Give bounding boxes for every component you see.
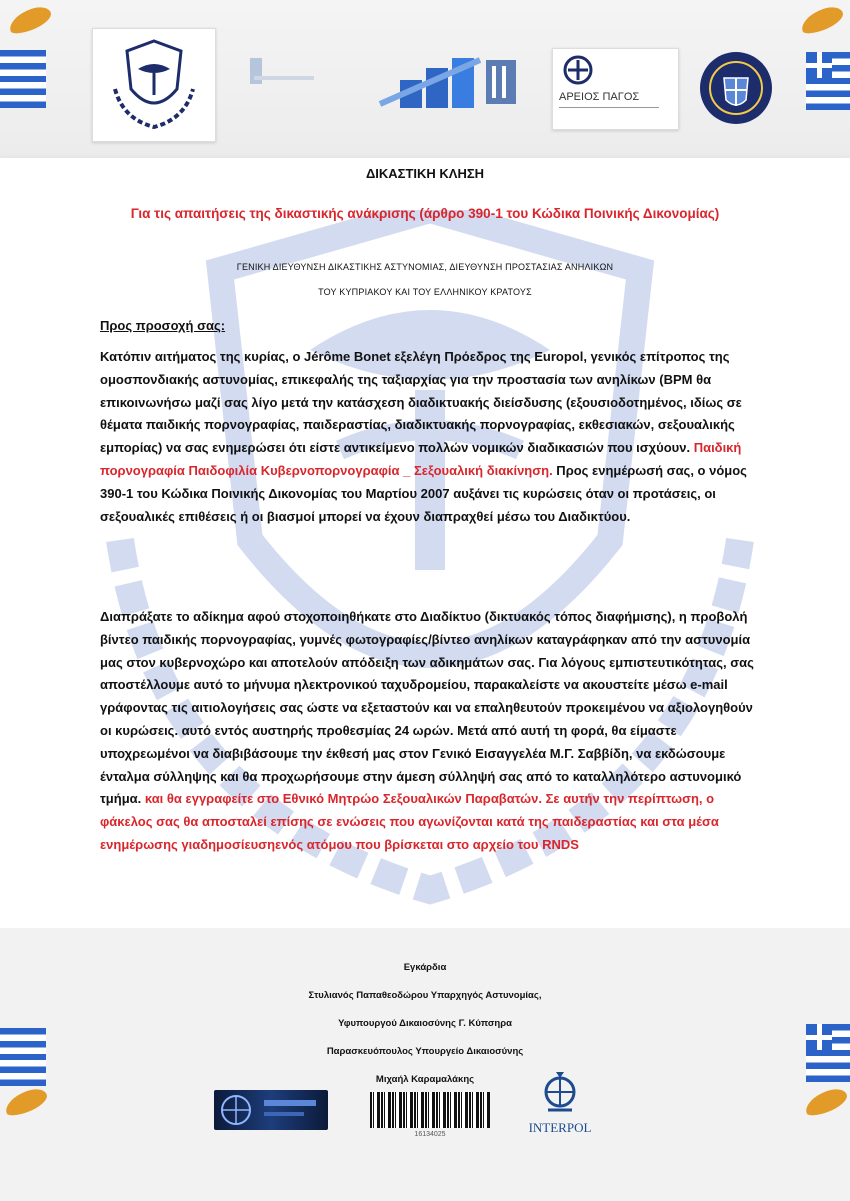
greek-flag-icon xyxy=(806,52,850,110)
paragraph-2-highlight: και θα εγγραφείτε στο Εθνικό Μητρώο Σεξουαλικών Παραβατών. Σε αυτήν την περίπτωση, ο φάκελος σας θα αποσταλεί επίσης σε ενώσεις που αγωνίζονται κατά της παιδεραστίας και στα μέσα ενημέρωσης γιαδημοσίευσηενός ατόμου που βρίσκεται στο αρχείο του RNDS xyxy=(100,791,719,852)
areios-pagos-logo xyxy=(552,48,679,130)
greek-flag-icon xyxy=(0,50,46,108)
signatory-1: Στυλιανός Παπαθεοδώρου Υπαρχηγός Αστυνομίας, xyxy=(308,990,542,1001)
signatory-3: Παρασκευόπουλος Υπουργείο Δικαιοσύνης xyxy=(326,1046,524,1057)
signatory-4: Μιχαήλ Καραμαλάκης xyxy=(375,1074,475,1085)
attention-heading: Προς προσοχή σας: xyxy=(100,318,226,333)
greek-flag-icon xyxy=(0,1028,46,1086)
interpol-logo xyxy=(520,1070,600,1140)
directorate-line-1: ΓΕΝΙΚΗ ΔΙΕΥΘΥΝΣΗ ΔΙΚΑΣΤΙΚΗΣ ΑΣΤΥΝΟΜΙΑΣ, ΔΙΕΥΘΥΝΣΗ ΠΡΟΣΤΑΣΙΑΣ ΑΝΗΛΙΚΩΝ xyxy=(236,262,614,272)
greek-emblem-icon xyxy=(563,55,593,85)
police-badge-icon xyxy=(698,48,774,130)
directorate-line-2: ΤΟΥ ΚΥΠΡΙΑΚΟΥ ΚΑΙ ΤΟΥ ΕΛΛΗΝΙΚΟΥ ΚΡΑΤΟΥΣ xyxy=(318,287,532,297)
areios-pagos-label: ΑΡΕΙΟΣ ΠΑΓΟΣ xyxy=(559,91,640,103)
police-emblem-icon xyxy=(93,29,215,141)
cyber-banner-image xyxy=(214,1090,328,1130)
document-title: ΔΙΚΑΣΤΙΚΗ ΚΛΗΣΗ xyxy=(365,166,485,181)
signatory-2: Υφυπουργού Δικαιοσύνης Γ. Κύπσηρα xyxy=(338,1018,512,1029)
areios-pagos-divider xyxy=(559,107,659,108)
barcode-number: 16134025 xyxy=(414,1131,446,1138)
paragraph-1 xyxy=(100,346,760,528)
paragraph-1-highlight: Παιδική πορνογραφία Παιδοφιλία Κυβερνοπορνογραφία _ Σεξουαλική διακίνηση. xyxy=(100,440,742,478)
barcode xyxy=(370,1092,490,1128)
interpol-label: INTERPOL xyxy=(528,1120,592,1135)
cyprus-police-logo xyxy=(92,28,216,142)
globe-icon xyxy=(214,1090,328,1130)
paragraph-1-text: Κατόπιν αιτήματος της κυρίας, ο Jérôme Bonet εξελέγη Πρόεδρος της Europol, γενικός επίτροπος της ομοσπονδιακής αστυνομίας, επικεφαλής της ταξιαρχίας για την προστασία των ανηλίκων (BPM θα επικοινωνήσω μαζί σας λίγο μετά την κατάσχεση διαδικτυακής διείσδυσης (εξουσιοδοτημένος, ιδίως σε θέματα παιδικής πορνογραφίας, παιδεραστίας, διαδικτυακής πορνογραφίας, εκθεσιακών, σεξουαλικής εμπορίας) να σας ενημερώσει ότι είστε αντικείμενο πολλών νομικών διαδικασιών που ισχύουν. xyxy=(100,349,742,456)
document-subtitle: Για τις απαιτήσεις της δικαστικής ανάκρισης (άρθρο 390-1 του Κώδικα Ποινικής Δικονομίας) xyxy=(130,206,720,221)
paragraph-2 xyxy=(100,606,760,857)
paragraph-1-text-continued: Προς ενημέρωσή σας, ο νόμος 390-1 του Κώδικα Ποινικής Δικονομίας του Μαρτίου 2007 αυξάνει τις κυρώσεις όταν οι προτάσεις, οι σεξουαλικές επιθέσεις ή οι βιασμοί μπορεί να έχουν διαπραχθεί μέσω του Διαδικτύου. xyxy=(100,462,747,524)
hellenic-police-badge xyxy=(698,48,774,130)
closing-text: Εγκάρδια xyxy=(403,962,447,973)
paragraph-2-text: Διαπράξατε το αδίκημα αφού στοχοποιηθήκατε στο Διαδίκτυο (δικτυακός τόπος διαφήμισης), η προβολή βίντεο παιδικής πορνογραφίας, γυμνές φωτογραφίες/βίντεο ανηλίκων καταγράφηκαν από την αστυνομία μας στον κυβερνοχώρο και αποτελούν απόδειξη των αδικημάτων σας. Για λόγους εμπιστευτικότητας, σας αποστέλλουμε αυτό το μήνυμα ηλεκτρονικού ταχυδρομείου, παρακαλείστε να ακουστείτε μέσω e-mail γράφοντας τις αιτιολογήσεις σας ώστε να εξεταστούν και να επαληθευτούν προκειμένου να αξιολογηθούν οι κυρώσεις. αυτό εντός αυστηρής προθεσμίας 24 ωρών. Μετά από αυτή τη φορά, θα είμαστε υποχρεωμένοι να διαβιβάσουμε την έκθεσή μας στον Γενικό Εισαγγελέα Μ.Γ. Σαββίδη, να εκδώσουμε ένταλμα σύλληψης και θα προχωρήσουμε στην άμεση σύλληψή σας από το καταλληλότερο αστυνομικό τμήμα. xyxy=(100,609,754,807)
justice-graphic xyxy=(250,40,520,110)
greek-flag-icon xyxy=(806,1024,850,1082)
interpol-emblem-icon xyxy=(520,1070,600,1118)
